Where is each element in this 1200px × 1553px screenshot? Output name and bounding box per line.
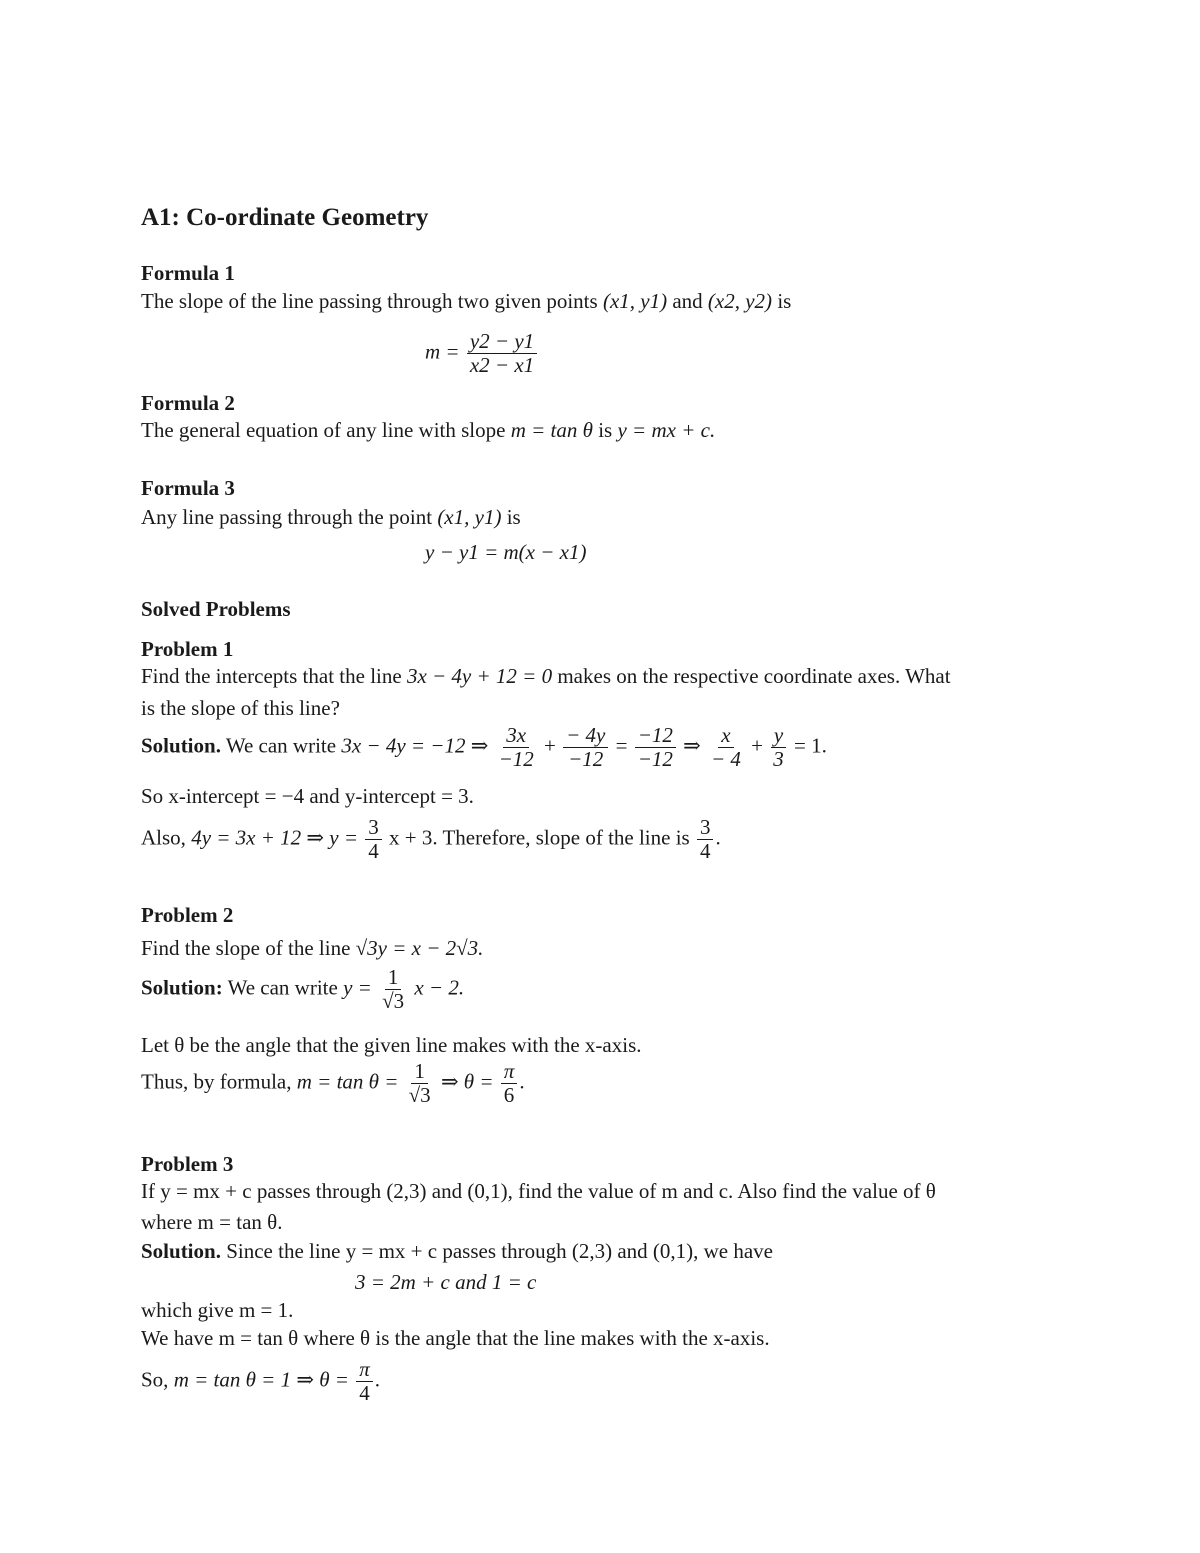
formula-3-equation-text: y − y1 = m(x − x1)	[425, 540, 587, 564]
formula-2-text	[141, 418, 715, 443]
problem-2-let-line: Let θ be the angle that the given line makes with the x-axis.	[141, 1033, 642, 1057]
problem-2-thus-a: Thus, by formula,	[141, 1069, 292, 1094]
problem-1-also-a: Also,	[141, 825, 186, 850]
problem-1-equals-1: =	[615, 733, 628, 758]
problem-1-also-eq: 4y = 3x + 12 ⇒ y =	[191, 825, 359, 850]
problem-1-slope-end: .	[715, 825, 721, 850]
formula-2-heading: Formula 2	[141, 391, 235, 415]
formula-1-point-2: (x2, y2)	[707, 289, 773, 313]
problem-1-frac-4-den: − 4	[710, 747, 741, 772]
problem-1-also-frac-num: 3	[365, 816, 382, 840]
formula-1-equation	[425, 330, 539, 377]
formula-1-fraction	[467, 330, 537, 377]
problem-1-frac-1-den: −12	[498, 747, 534, 772]
problem-2-solution-a: We can write	[227, 975, 338, 1000]
problem-2-solution-label: Solution:	[141, 975, 223, 1000]
formula-1-text	[141, 289, 791, 314]
problem-3-we-have: We have m = tan θ where θ is the angle that the line makes with the x-axis.	[141, 1326, 770, 1350]
problem-1-equals-end: = 1.	[793, 733, 827, 758]
problem-1-question-line-1	[141, 664, 951, 689]
problem-3-solution-a: Since the line y = mx + c passes through (2,3) and (0,1), we have	[226, 1239, 774, 1263]
problem-1-solution-a: We can write	[225, 733, 337, 758]
formula-1-heading: Formula 1	[141, 261, 235, 285]
problem-2-result-frac	[501, 1060, 518, 1107]
problem-2-solution-line	[141, 966, 464, 1013]
problem-2-thus-lhs: m = tan θ =	[296, 1069, 399, 1094]
formula-1-and: and	[672, 289, 703, 313]
problem-3-solution-equation	[355, 1270, 536, 1295]
problem-1-arrow-1: ⇒	[683, 733, 701, 758]
problem-3-so-frac-num: π	[356, 1358, 373, 1382]
formula-3-equation	[425, 540, 586, 565]
formula-1-numerator: y2 − y1	[467, 330, 537, 354]
problem-1-frac-5-num: y	[771, 724, 786, 748]
formula-2-text-a: The general equation of any line with slope	[141, 418, 506, 442]
formula-1-denominator: x2 − x1	[469, 353, 535, 378]
problem-2-thus-frac-den: √3	[408, 1083, 431, 1108]
problem-3-solution-eq: 3 = 2m + c and 1 = c	[355, 1270, 537, 1294]
formula-3-point: (x1, y1)	[437, 505, 502, 529]
formula-1-point-1: (x1, y1)	[602, 289, 668, 313]
problem-1-frac-1	[496, 724, 537, 771]
problem-1-frac-3-den: −12	[637, 747, 673, 772]
problem-1-frac-5-den: 3	[773, 747, 784, 772]
formula-2-slope: m = tan θ	[510, 418, 593, 442]
problem-1-frac-4-num: x	[718, 724, 733, 748]
problem-3-so-a: So,	[141, 1367, 169, 1392]
problem-2-solution-frac-num: 1	[385, 966, 402, 990]
problem-2-solution-frac	[379, 966, 407, 1013]
problem-1-also-frac-den: 4	[368, 839, 379, 864]
problem-1-q-a: Find the intercepts that the line	[141, 664, 402, 688]
formula-3-heading: Formula 3	[141, 476, 235, 500]
formula-1-equation-lhs: m =	[425, 339, 460, 364]
problem-1-heading: Problem 1	[141, 637, 234, 661]
problem-1-solution-eq: 3x − 4y = −12 ⇒	[341, 733, 489, 758]
problem-2-q-a: Find the slope of the line	[141, 936, 351, 960]
problem-1-question-line-2: is the slope of this line?	[141, 696, 340, 720]
problem-3-so-frac-den: 4	[359, 1381, 370, 1406]
problem-1-line-equation: 3x − 4y + 12 = 0	[406, 664, 553, 688]
problem-3-solution-line	[141, 1239, 773, 1264]
problem-1-frac-2-num: − 4y	[563, 724, 608, 748]
problem-3-question-line-2: where m = tan θ.	[141, 1210, 283, 1234]
formula-1-text-a: The slope of the line passing through two given points	[141, 289, 598, 313]
problem-3-so-end: .	[374, 1367, 380, 1392]
formula-3-text	[141, 505, 521, 530]
problem-1-frac-3	[635, 724, 676, 771]
problem-1-slope-frac	[697, 816, 714, 863]
formula-3-is: is	[506, 505, 521, 529]
problem-2-thus-frac	[406, 1060, 434, 1107]
problem-3-so-frac	[356, 1358, 373, 1405]
problem-1-q-b: makes on the respective coordinate axes. What	[557, 664, 951, 688]
formula-2-is: is	[598, 418, 613, 442]
problem-2-result-num: π	[501, 1060, 518, 1084]
problem-1-also-frac	[365, 816, 382, 863]
problem-2-solution-frac-den: √3	[382, 989, 405, 1014]
problem-1-slope-num: 3	[697, 816, 714, 840]
problem-1-solution-label: Solution.	[141, 733, 221, 758]
problem-2-q-eq: √3y = x − 2√3.	[355, 936, 484, 960]
problem-1-frac-3-num: −12	[635, 724, 676, 748]
problem-1-also-line	[141, 816, 721, 863]
formula-3-text-a: Any line passing through the point	[141, 505, 433, 529]
problem-2-thus-arrow: ⇒ θ =	[440, 1069, 494, 1094]
formula-2-equation: y = mx + c.	[617, 418, 716, 442]
problem-2-result-den: 6	[503, 1083, 515, 1108]
problem-1-plus-1: +	[544, 733, 556, 758]
problem-1-also-b: x + 3. Therefore, slope of the line is	[389, 825, 690, 850]
problem-3-heading: Problem 3	[141, 1152, 234, 1176]
problem-1-slope-den: 4	[699, 839, 711, 864]
problem-2-solution-lhs: y =	[343, 975, 372, 1000]
solved-problems-heading: Solved Problems	[141, 597, 291, 621]
problem-1-plus-2: +	[751, 733, 763, 758]
problem-1-frac-5	[770, 724, 787, 771]
problem-2-thus-frac-num: 1	[411, 1060, 428, 1084]
problem-3-so-line	[141, 1358, 380, 1405]
problem-3-so-eq: m = tan θ = 1 ⇒ θ =	[173, 1367, 349, 1392]
problem-3-gives: which give m = 1.	[141, 1298, 294, 1322]
problem-1-intercepts: So x-intercept = −4 and y-intercept = 3.	[141, 784, 474, 808]
problem-2-thus-line	[141, 1060, 525, 1107]
problem-1-frac-2-den: −12	[568, 747, 604, 772]
problem-2-thus-end: .	[519, 1069, 525, 1094]
problem-1-frac-2	[563, 724, 608, 771]
problem-2-question	[141, 936, 483, 961]
problem-2-solution-rhs: x − 2.	[414, 975, 465, 1000]
problem-3-question-line-1: If y = mx + c passes through (2,3) and (0,1), find the value of m and c. Also find the value of θ	[141, 1179, 936, 1203]
problem-3-solution-label: Solution.	[141, 1239, 221, 1263]
problem-1-frac-4	[708, 724, 744, 771]
problem-2-heading: Problem 2	[141, 903, 234, 927]
page-title: A1: Co-ordinate Geometry	[141, 204, 429, 231]
problem-1-frac-1-num: 3x	[503, 724, 529, 748]
problem-1-solution-line	[141, 724, 827, 771]
formula-1-is: is	[777, 289, 792, 313]
